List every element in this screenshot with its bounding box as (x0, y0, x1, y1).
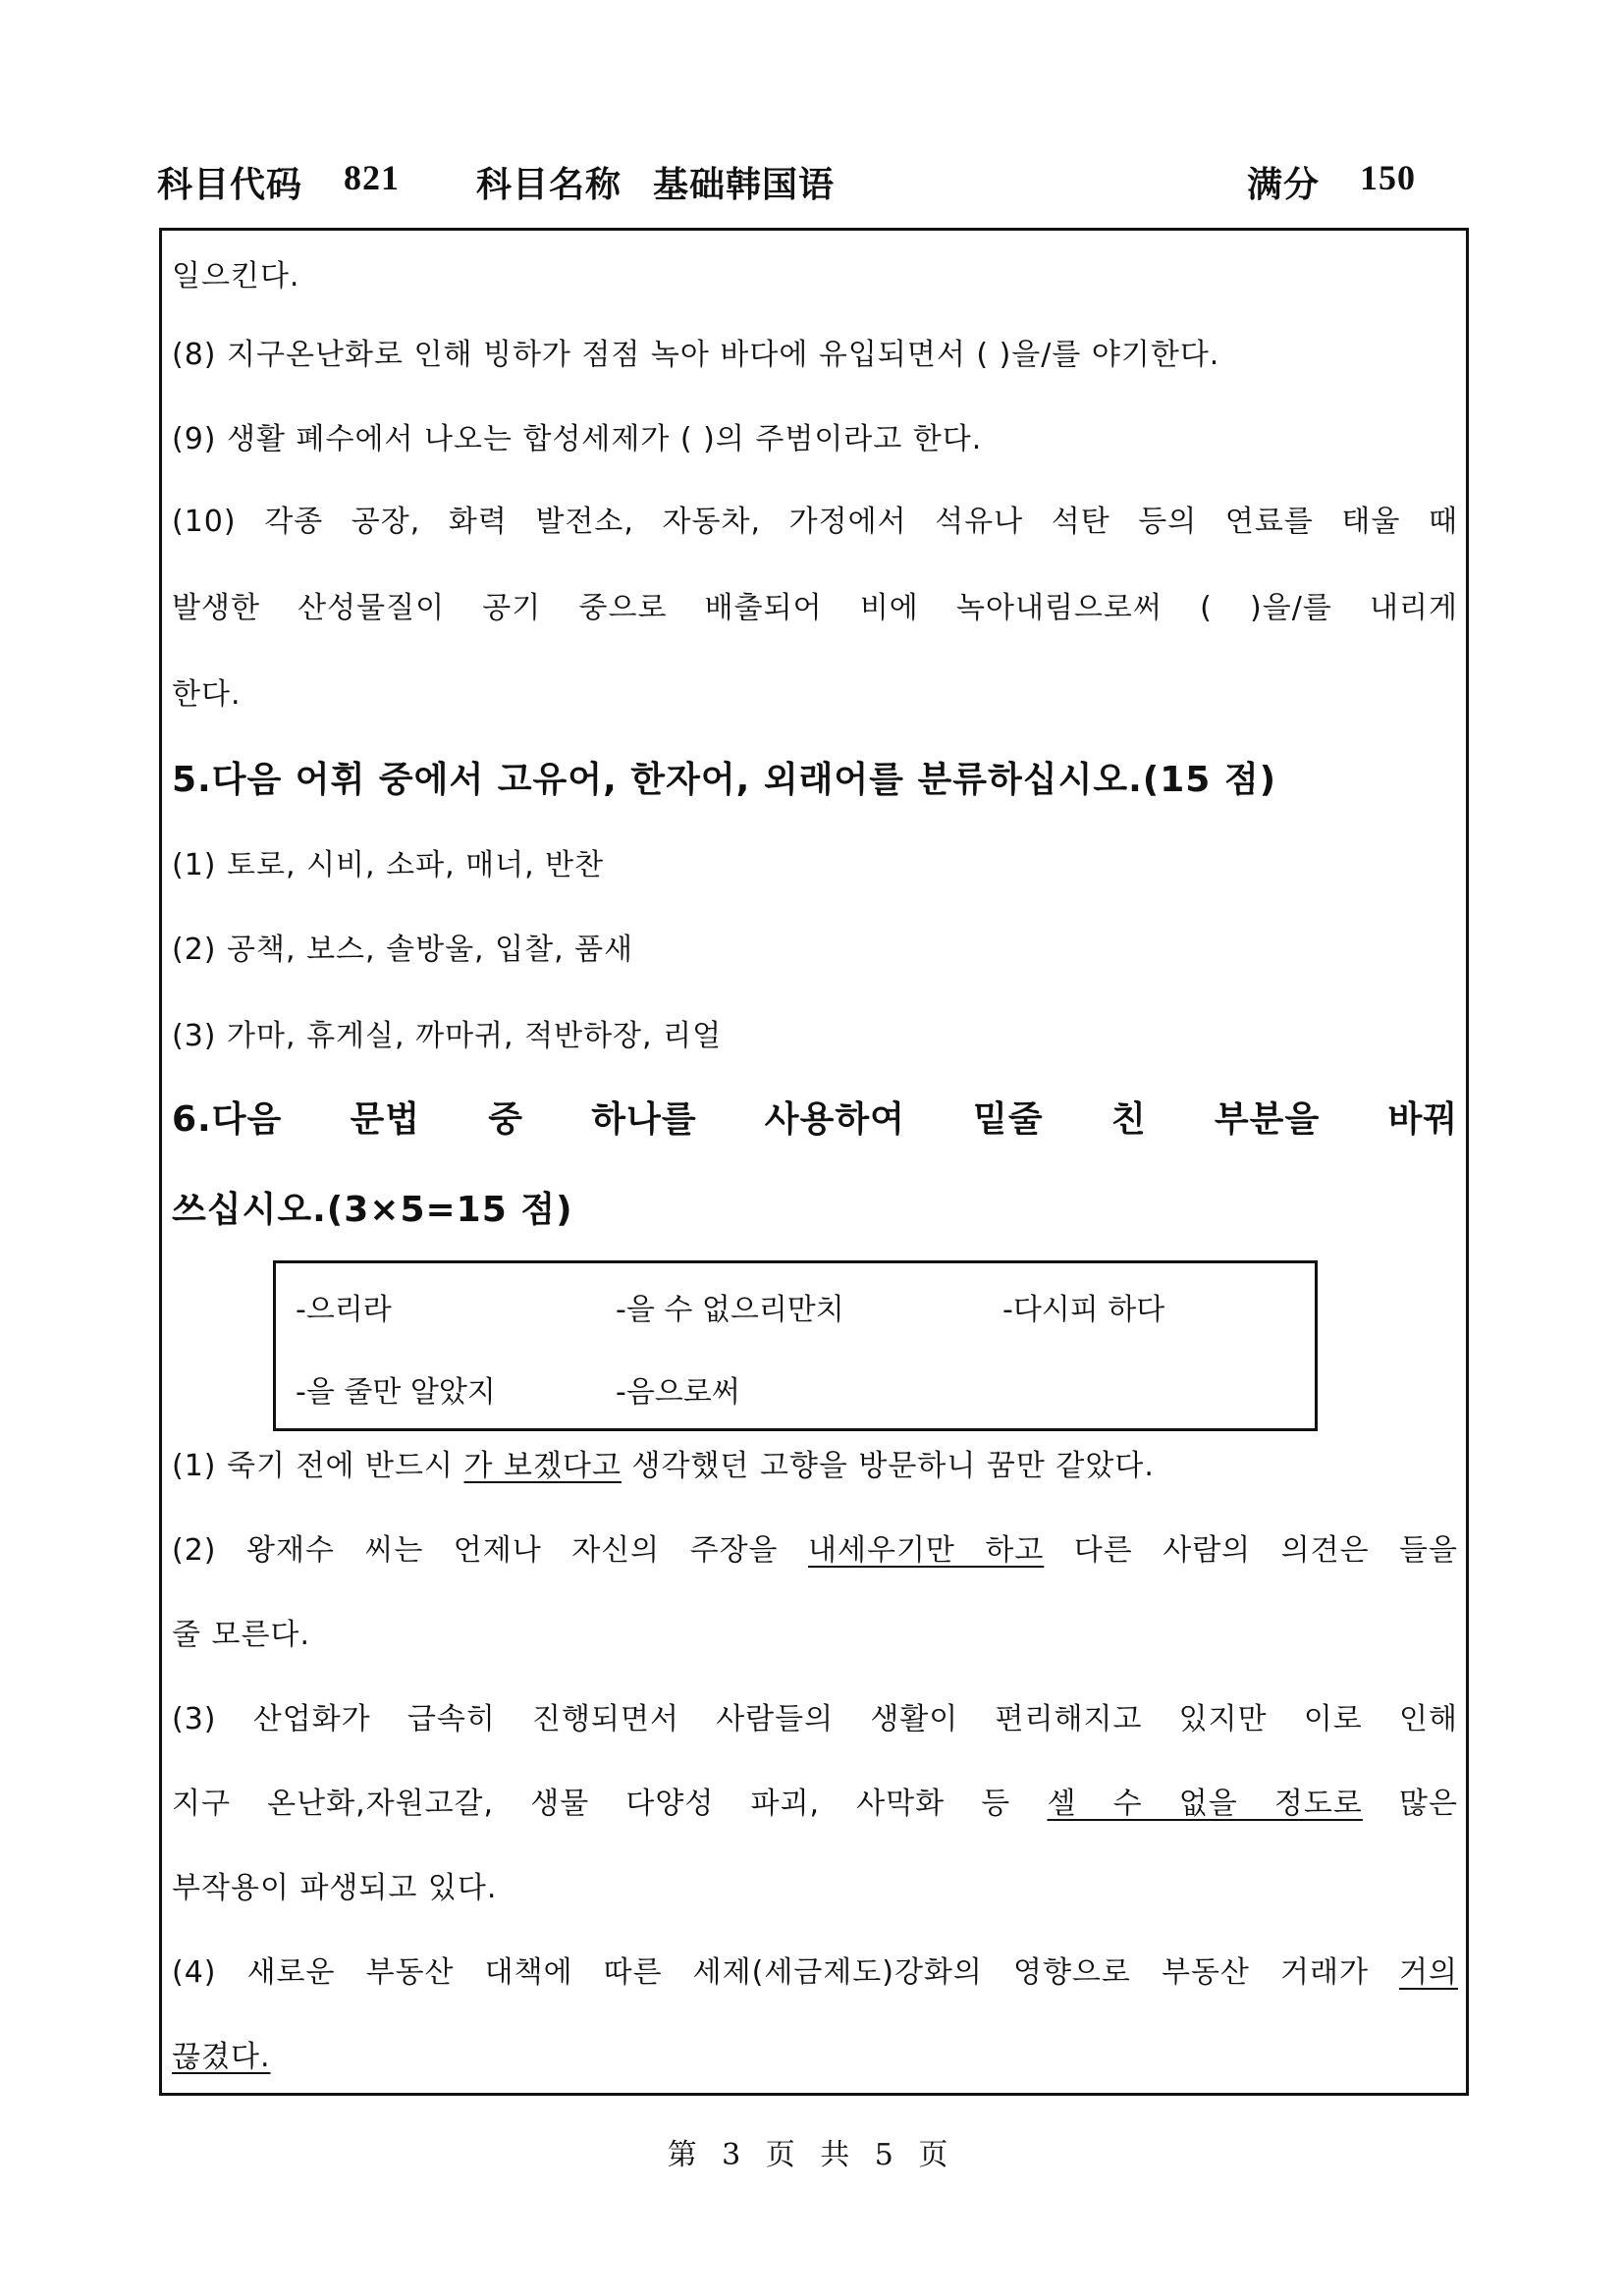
item-text: 산업화가 급속히 진행되면서 사람들의 생활이 편리해지고 있지만 이로 인해 (252, 1702, 1458, 1736)
item-text-before: 새로운 부동산 대책에 따른 세제(세금제도)강화의 영향으로 부동산 거래가 (246, 1955, 1400, 1990)
q4-item-9 (172, 420, 982, 459)
grammar-option: -다시피 하다 (1002, 1293, 1165, 1327)
item-number: (8) (172, 338, 217, 372)
item-text-before: 왕재수 씨는 언제나 자신의 주장을 (245, 1533, 808, 1568)
item-number: (4) (172, 1955, 217, 1990)
item-text: 생활 폐수에서 나오는 합성세제가 ( )의 주범이라고 한다. (227, 422, 983, 456)
q6-item-4-line2 (172, 2038, 270, 2077)
q4-item-10-line3: 한다. (172, 677, 242, 712)
grammar-options-box (273, 1260, 1318, 1431)
q6-item-2-line2: 줄 모른다. (172, 1618, 310, 1652)
q4-item-10-line2: 발생한 산성물질이 공기 중으로 배출되어 비에 녹아내림으로써 ( )을/를 내리게 (172, 591, 1458, 625)
item-number: (10) (172, 505, 237, 539)
item-text: 공책, 보스, 솔방울, 입찰, 품새 (227, 933, 634, 967)
grammar-option: -으리라 (296, 1293, 392, 1327)
item-text: 가마, 휴게실, 까마귀, 적반하장, 리얼 (227, 1019, 723, 1053)
underlined-phrase: 셀 수 없을 정도로 (1047, 1787, 1363, 1821)
q6-title-line2: 쓰십시오.(3×5=15 점) (172, 1190, 573, 1230)
item-number: (9) (172, 422, 217, 456)
q6-item-3-line2 (172, 1785, 1458, 1824)
q6-item-3-line1 (172, 1700, 1458, 1739)
item-text-after: 다른 사람의 의견은 들을 (1044, 1533, 1458, 1568)
subject-name-label: 科目名称 (476, 164, 622, 205)
item-number: (3) (172, 1019, 217, 1053)
subject-code-value: 821 (344, 158, 400, 197)
item-text-after: 생각했던 고향을 방문하니 꿈만 같았다. (621, 1449, 1155, 1483)
grammar-option: -음으로써 (616, 1375, 740, 1410)
item-number: (2) (172, 933, 217, 967)
q5-item-2 (172, 931, 633, 970)
exam-header (157, 157, 1414, 216)
q6-title-line1: 6.다음 문법 중 하나를 사용하여 밑줄 친 부분을 바꿔 (172, 1099, 1458, 1140)
page-number: 第 3 页 共 5 页 (667, 2138, 956, 2172)
continuation-text: 일으킨다. (172, 259, 300, 294)
item-number: (2) (172, 1533, 217, 1568)
full-score-label: 满分 (1247, 164, 1321, 205)
grammar-option: -을 수 없으리만치 (616, 1293, 844, 1327)
subject-code-label: 科目代码 (157, 164, 303, 205)
subject-name-value: 基础韩国语 (653, 164, 836, 205)
grammar-option: -을 줄만 알았지 (296, 1375, 496, 1410)
underlined-phrase: 거의 (1399, 1955, 1458, 1990)
underlined-phrase: 끊겼다. (172, 2040, 271, 2074)
item-text-before: 죽기 전에 반드시 (227, 1449, 464, 1483)
q6-item-2-line1 (172, 1531, 1458, 1571)
full-score-value: 150 (1360, 158, 1416, 197)
q6-item-3-line3: 부작용이 파생되고 있다. (172, 1871, 498, 1905)
q4-item-8 (172, 336, 1219, 375)
q5-item-1 (172, 846, 604, 885)
underlined-phrase: 가 보겠다고 (463, 1449, 622, 1483)
item-text-before: 지구 온난화,자원고갈, 생물 다양성 파괴, 사막화 등 (172, 1787, 1048, 1821)
underlined-phrase: 내세우기만 하고 (808, 1533, 1045, 1568)
q4-item-10-line1 (172, 503, 1458, 542)
item-number: (3) (172, 1702, 217, 1736)
item-text-after: 많은 (1362, 1787, 1459, 1821)
item-text: 지구온난화로 인해 빙하가 점점 녹아 바다에 유입되면서 ( )을/를 야기한다. (227, 338, 1220, 372)
q5-item-3 (172, 1017, 722, 1056)
q6-item-4-line1 (172, 1953, 1458, 1993)
item-number: (1) (172, 848, 217, 882)
q5-title: 5.다음 어휘 중에서 고유어, 한자어, 외래어를 분류하십시오.(15 점) (172, 760, 1277, 800)
item-text: 토로, 시비, 소파, 매너, 반찬 (227, 848, 605, 882)
item-text: 각종 공장, 화력 발전소, 자동차, 가정에서 석유나 석탄 등의 연료를 태울 때 (264, 505, 1458, 539)
item-number: (1) (172, 1449, 217, 1483)
q6-item-1 (172, 1447, 1155, 1486)
